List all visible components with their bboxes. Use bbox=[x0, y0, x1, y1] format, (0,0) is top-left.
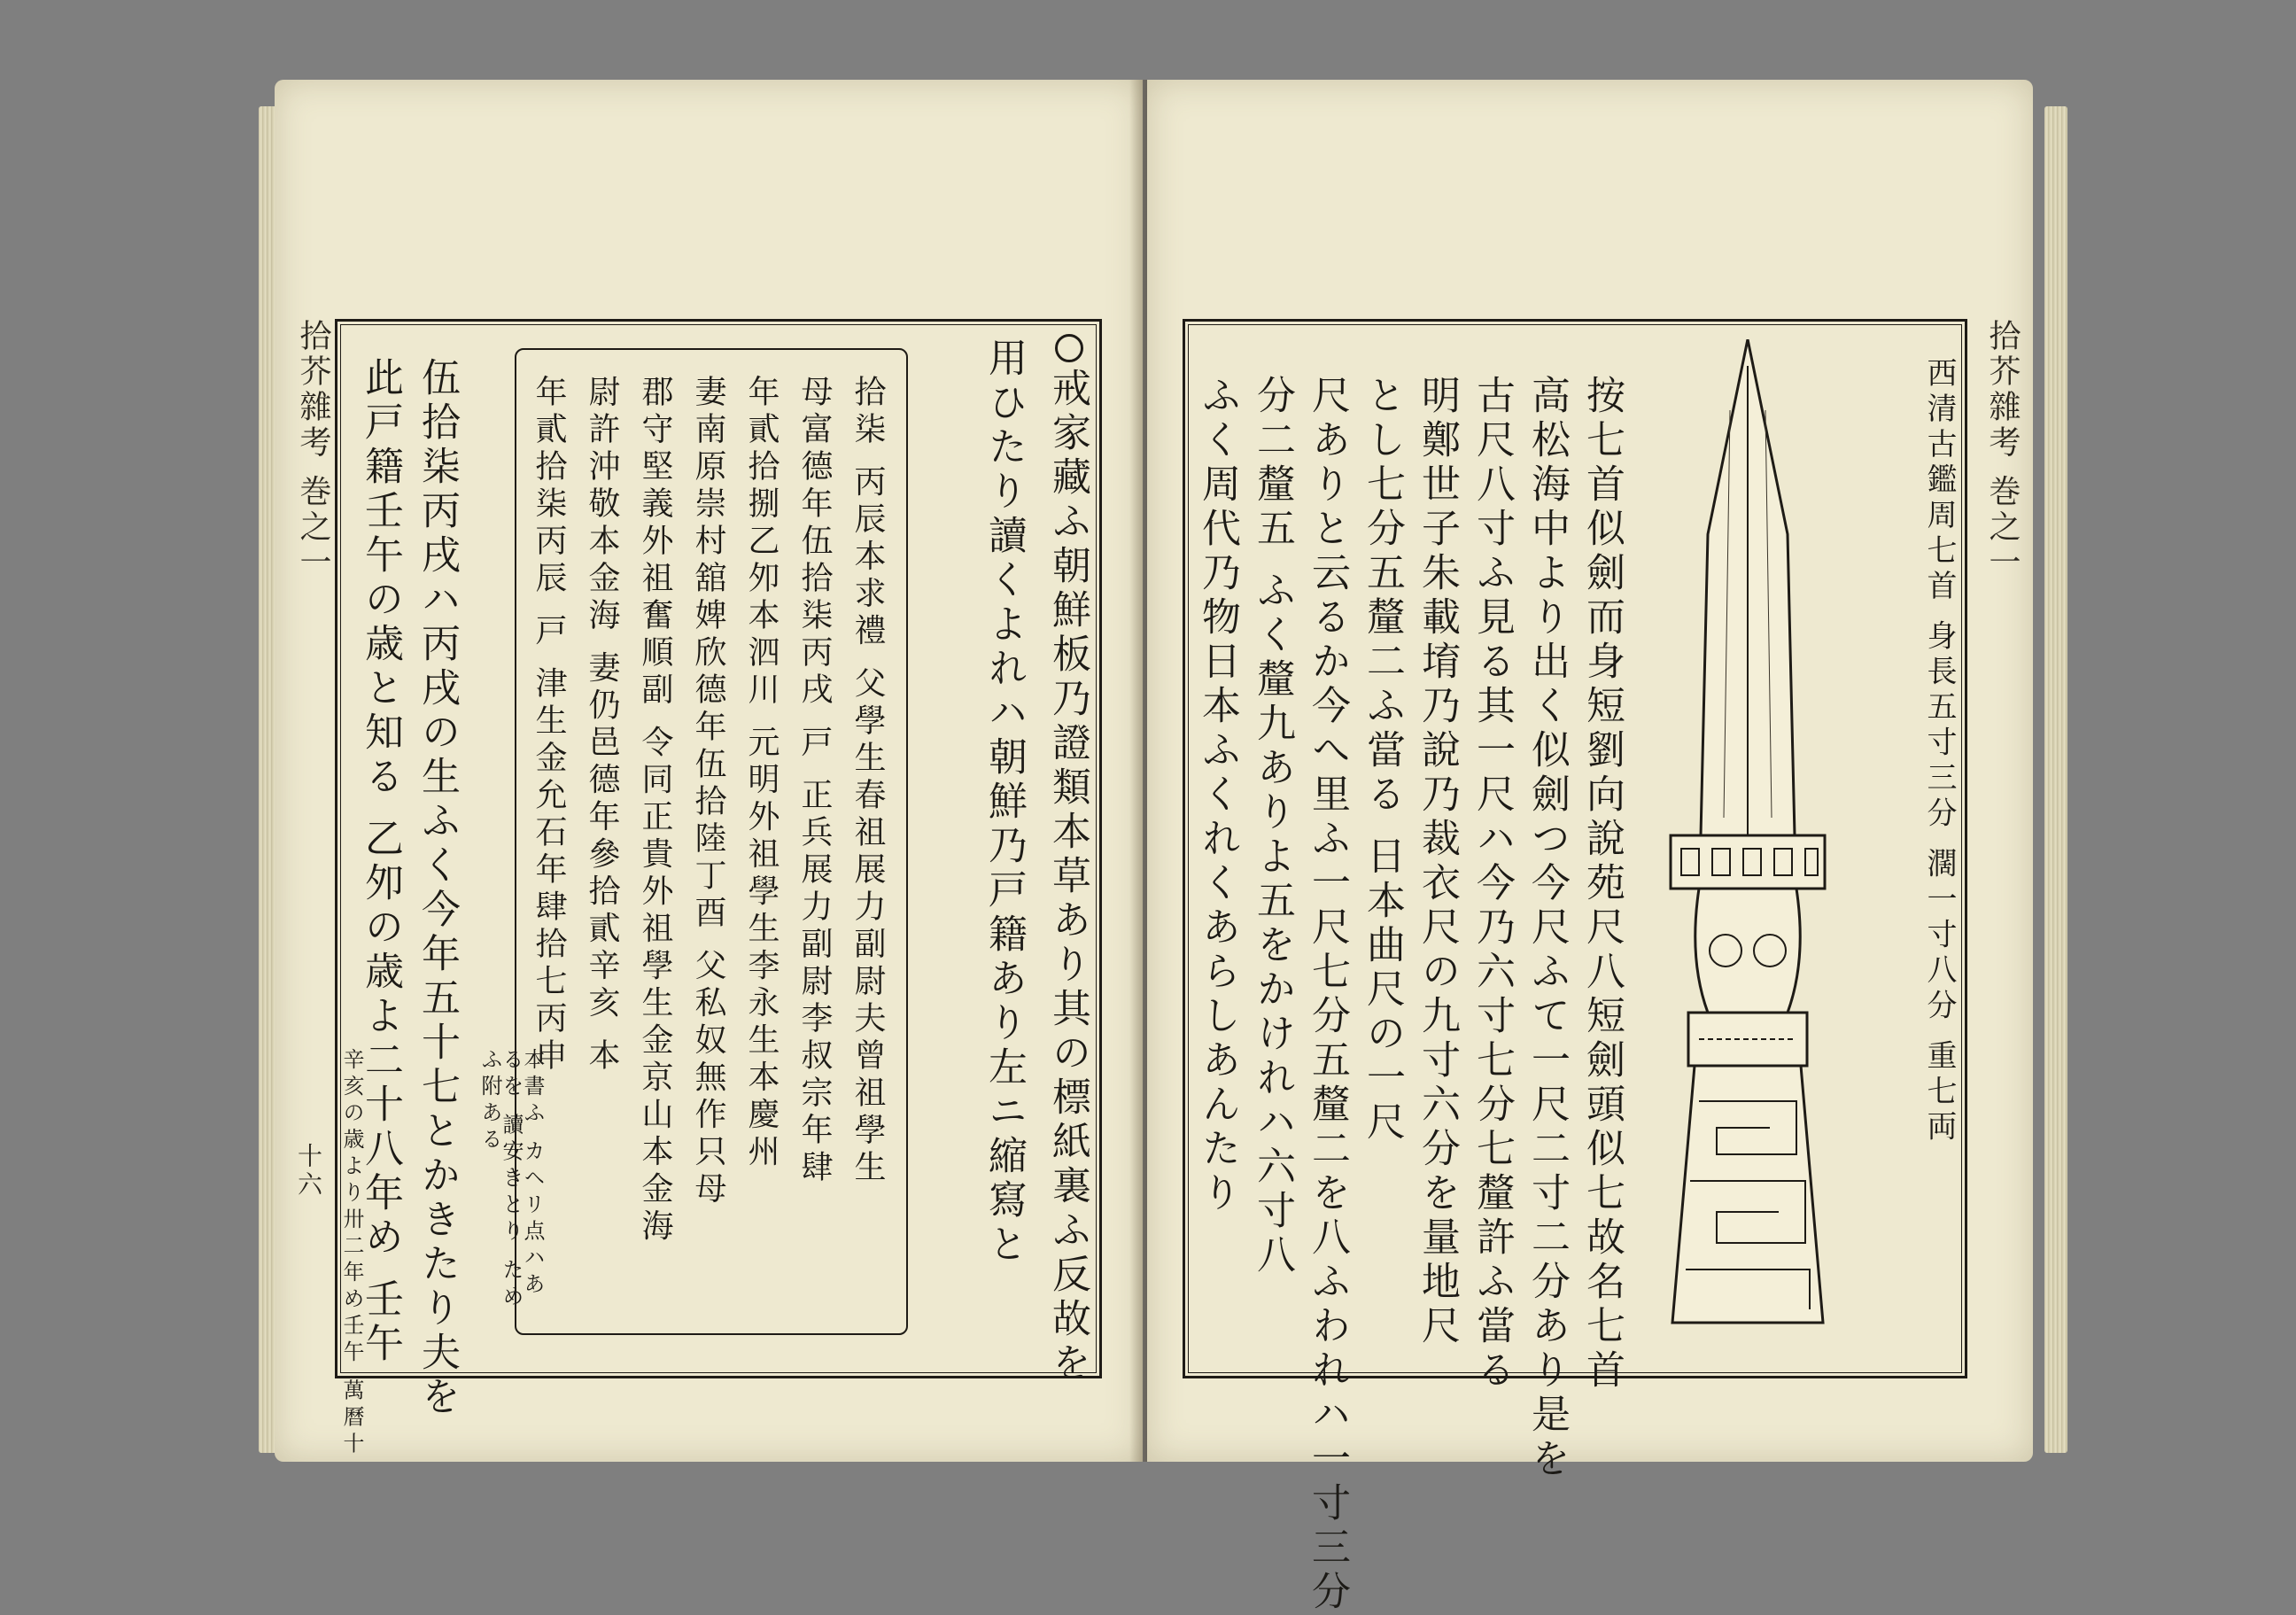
left-margin-folio: 十六 bbox=[294, 1143, 323, 1200]
left-column-3: 拾柒 丙辰本求禮 父學生春祖展力副尉夫曾祖學生 bbox=[849, 375, 886, 1187]
right-text-frame bbox=[1183, 319, 1967, 1615]
reading-note: 本書ふ カヘリ点ハあるを 讀安きとり ためふ附ある bbox=[477, 1048, 545, 1312]
left-column-6: 妻南原崇村舘婢欣德年伍拾陸丁酉 父私奴無作只母 bbox=[690, 375, 726, 1209]
left-margin-title: 拾芥雜考 巻之一 bbox=[295, 319, 331, 581]
right-page bbox=[1147, 80, 2033, 1615]
left-column-12: 辛亥の歳より卅二年め壬午 萬曆十 bbox=[339, 1048, 364, 1459]
left-column-2: 用ひたり讀くよれハ朝鮮乃戸籍あり左ニ縮寫と bbox=[981, 338, 1027, 1268]
left-text-frame bbox=[335, 319, 1102, 1459]
right-margin-title: 拾芥雜考 巻之一 bbox=[1984, 319, 2021, 581]
left-column-9: 年貳拾柒丙辰 戸 津生金允石年肆拾七丙申 bbox=[531, 375, 567, 1075]
right-column-5: とし七分五釐二ふ當る 日本曲尺の一尺 bbox=[1360, 375, 1405, 1145]
right-column-8: ふく周代乃物日本ふくれくあらしあんたり bbox=[1195, 375, 1240, 1216]
right-column-2: 高松海中より出く似劍つ今尺ふて一尺二寸二分あり是を bbox=[1524, 375, 1570, 1482]
dagger-illustration bbox=[1646, 339, 1850, 1340]
right-column-7: 分二釐五 ふく釐九ありよ五をかけれハ六寸八 bbox=[1250, 375, 1295, 1278]
left-column-5: 年貳拾捌乙夘本泗川 元明外祖學生李永生本慶州 bbox=[743, 375, 780, 1172]
left-column-11: 此戸籍壬午の歳と知る 乙夘の歳よ二十八年め 壬午 bbox=[358, 357, 403, 1367]
right-column-4: 明鄭世子朱載堉乃說乃裁衣尺の九寸六分を量地尺 bbox=[1415, 375, 1460, 1349]
right-column-1: 按七首似劍而身短劉向說苑尺八短劍頭似七故名七首 bbox=[1579, 375, 1625, 1394]
left-column-4: 母富德年伍拾柒丙戌 戸 正兵展力副尉李叔宗年肆 bbox=[796, 375, 833, 1187]
open-book bbox=[266, 80, 2055, 1615]
right-column-3: 古尺八寸ふ見る其一尺ハ今乃六寸七分七釐許ふ當る bbox=[1470, 375, 1515, 1394]
right-column-6: 尺ありと云るか今へ里ふ一尺七分五釐二を八ふわれハ一寸三分 bbox=[1305, 375, 1350, 1615]
left-column-7: 郡守堅義外祖奮順副 令同正貴外祖學生金京山本金海 bbox=[637, 375, 673, 1246]
circle-mark-icon bbox=[1055, 334, 1083, 362]
right-heading: 西清古鑑周七首 身長五寸三分 濶一寸八分 重七両 bbox=[1921, 357, 1957, 1146]
left-column-1: 戒家藏ふ朝鮮板乃證類本草あり其の標紙裏ふ反故を bbox=[1045, 368, 1090, 1386]
left-column-10: 伍拾柒丙戌ハ丙戌の生ふく今年五十七とかきたり夫を bbox=[415, 357, 460, 1420]
book-page-edges-right bbox=[2044, 106, 2067, 1453]
left-page bbox=[275, 80, 1143, 1462]
left-column-8: 尉許沖敬本金海 妻仍邑德年參拾貳辛亥 本 bbox=[584, 375, 620, 1075]
